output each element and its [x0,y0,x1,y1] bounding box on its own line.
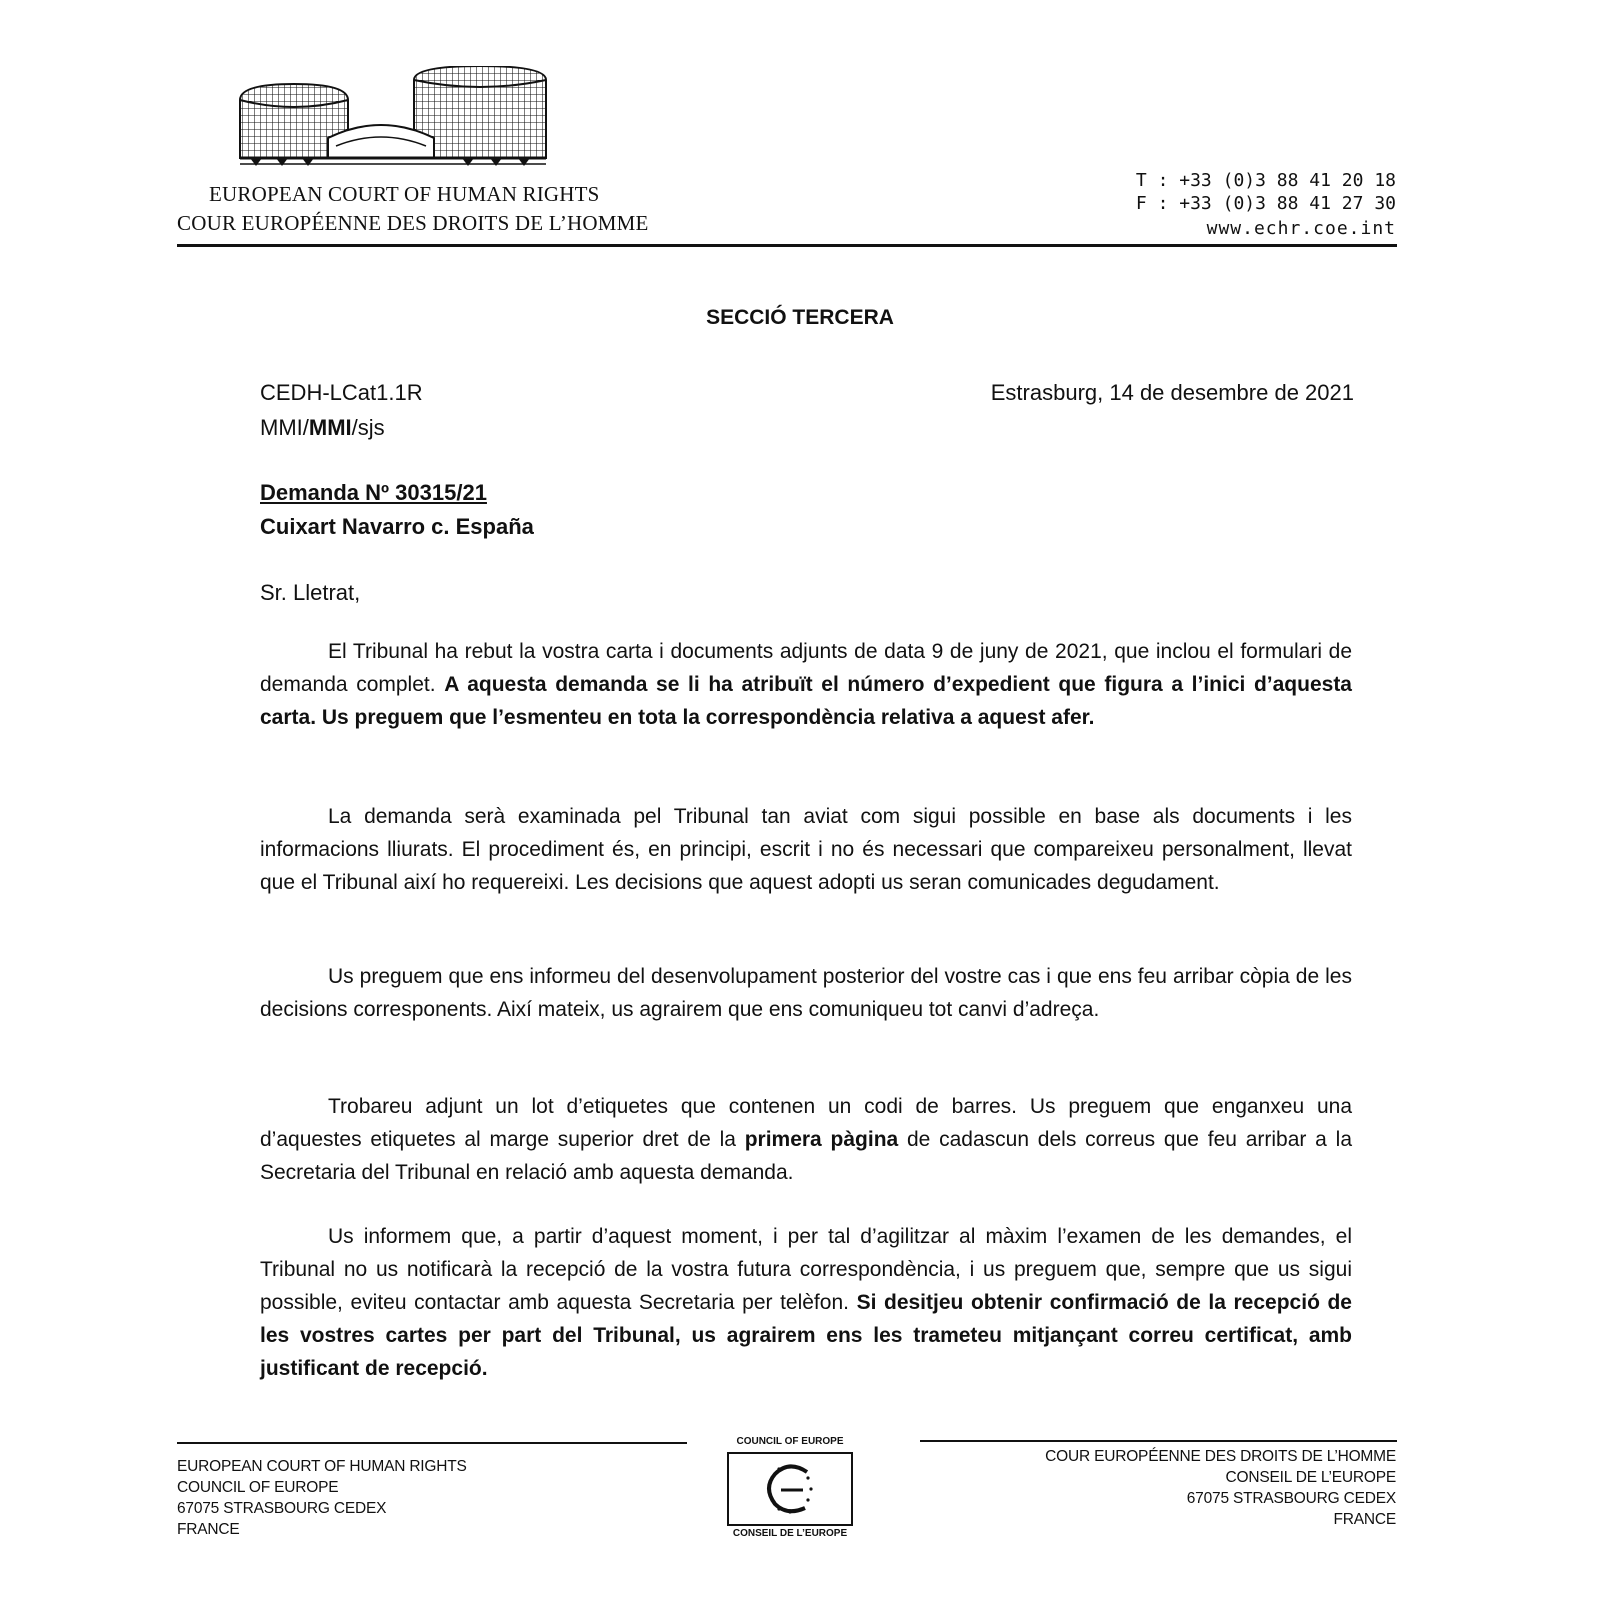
paragraph-4 [260,1090,1352,1189]
coe-label-english: COUNCIL OF EUROPE [736,1436,844,1447]
footer-divider-left [177,1442,687,1444]
court-name-french: COUR EUROPÉENNE DES DROITS DE L’HOMME [177,211,649,235]
reference-initials [260,415,385,441]
footer-address-line: FRANCE [177,1521,240,1538]
court-building-logo-icon [236,66,556,170]
paragraph-1-text: El Tribunal ha rebut la vostra carta i documents adjunts de data 9 de juny de 2021, que inclou el formulari de demanda complet. [260,640,1352,696]
reference-code: CEDH-LCat1.1R [260,380,423,405]
case-number: Demanda Nº 30315/21 [260,480,487,505]
telephone-number: T : +33 (0)3 88 41 20 18 [1135,170,1396,191]
section-title: SECCIÓ TERCERA [706,306,894,329]
reference-initials-suffix: /sjs [351,415,385,440]
footer-address-line: 67075 STRASBOURG CEDEX [1186,1490,1396,1507]
reference-initials-bold: MMI [308,415,352,440]
paragraph-5-text: Us informem que, a partir d’aquest moment, i per tal d’agilitzar al màxim l’examen de les demandes, el Tribunal no us notificarà la recepció de la vostra futura correspondència, i us preguem que, sempre que us sigui possible, eviteu contactar amb aquesta Secretaria per telèfon. [260,1225,1352,1314]
footer-divider-right [920,1440,1397,1442]
paragraph-1 [260,635,1352,734]
fax-number: F : +33 (0)3 88 41 27 30 [1135,193,1396,214]
council-of-europe-logo-icon [727,1452,853,1526]
salutation: Sr. Lletrat, [260,580,361,605]
paragraph-3: Us preguem que ens informeu del desenvolupament posterior del vostre cas i que ens feu arribar còpia de les decisions corresponents. Així mateix, us agrairem que ens comuniqueu tot canvi d’adreça. [260,965,1352,1021]
court-name-english: EUROPEAN COURT OF HUMAN RIGHTS [209,182,600,206]
footer-address-line: COUR EUROPÉENNE DES DROITS DE L’HOMME [1045,1448,1396,1465]
coe-label-french: CONSEIL DE L’EUROPE [732,1528,848,1539]
paragraph-5 [260,1220,1352,1385]
footer-address-line: 67075 STRASBOURG CEDEX [177,1500,387,1517]
footer-address-line: FRANCE [1333,1511,1396,1528]
header-divider [177,244,1397,247]
footer-address-english [177,1456,467,1540]
paragraph-1-bold: A aquesta demanda se li ha atribuït el número d’expedient que figura a l’inici d’aquesta carta. Us preguem que l’esmenteu en tota la correspondència relativa a aquest afer. [260,673,1352,729]
footer-address-line: CONSEIL DE L’EUROPE [1225,1469,1396,1486]
footer-address-line: EUROPEAN COURT OF HUMAN RIGHTS [177,1458,467,1475]
reference-initials-prefix: MMI/ [260,415,309,440]
paragraph-4-bold: primera pàgina [744,1128,899,1151]
paragraph-5-bold: Si desitjeu obtenir confirmació de la recepció de les vostres cartes per part del Tribunal, us agrairem ens les trameteu mitjançant correu certificat, amb justificant de recepció. [260,1291,1352,1380]
case-parties: Cuixart Navarro c. España [260,514,534,539]
footer-address-french [1045,1446,1396,1530]
paragraph-4-end: de cadascun dels correus que feu arribar a la Secretaria del Tribunal en relació amb aquesta demanda. [260,1128,1352,1184]
website-link[interactable]: www.echr.coe.int [1206,218,1396,239]
coe-emblem-icon [729,1454,851,1524]
paragraph-4-start: Trobareu adjunt un lot d’etiquetes que contenen un codi de barres. Us preguem que enganxeu una d’aquestes etiquetes al marge superior dret de la [260,1095,1352,1151]
paragraph-2: La demanda serà examinada pel Tribunal tan aviat com sigui possible en base als documents i les informacions lliurats. El procediment és, en principi, escrit i no és necessari que compareixeu personalment, llevat que el Tribunal així ho requereixi. Les decisions que aquest adopti us seran comunicades degudament. [260,805,1352,894]
footer-address-line: COUNCIL OF EUROPE [177,1479,339,1496]
place-and-date: Estrasburg, 14 de desembre de 2021 [990,380,1354,405]
